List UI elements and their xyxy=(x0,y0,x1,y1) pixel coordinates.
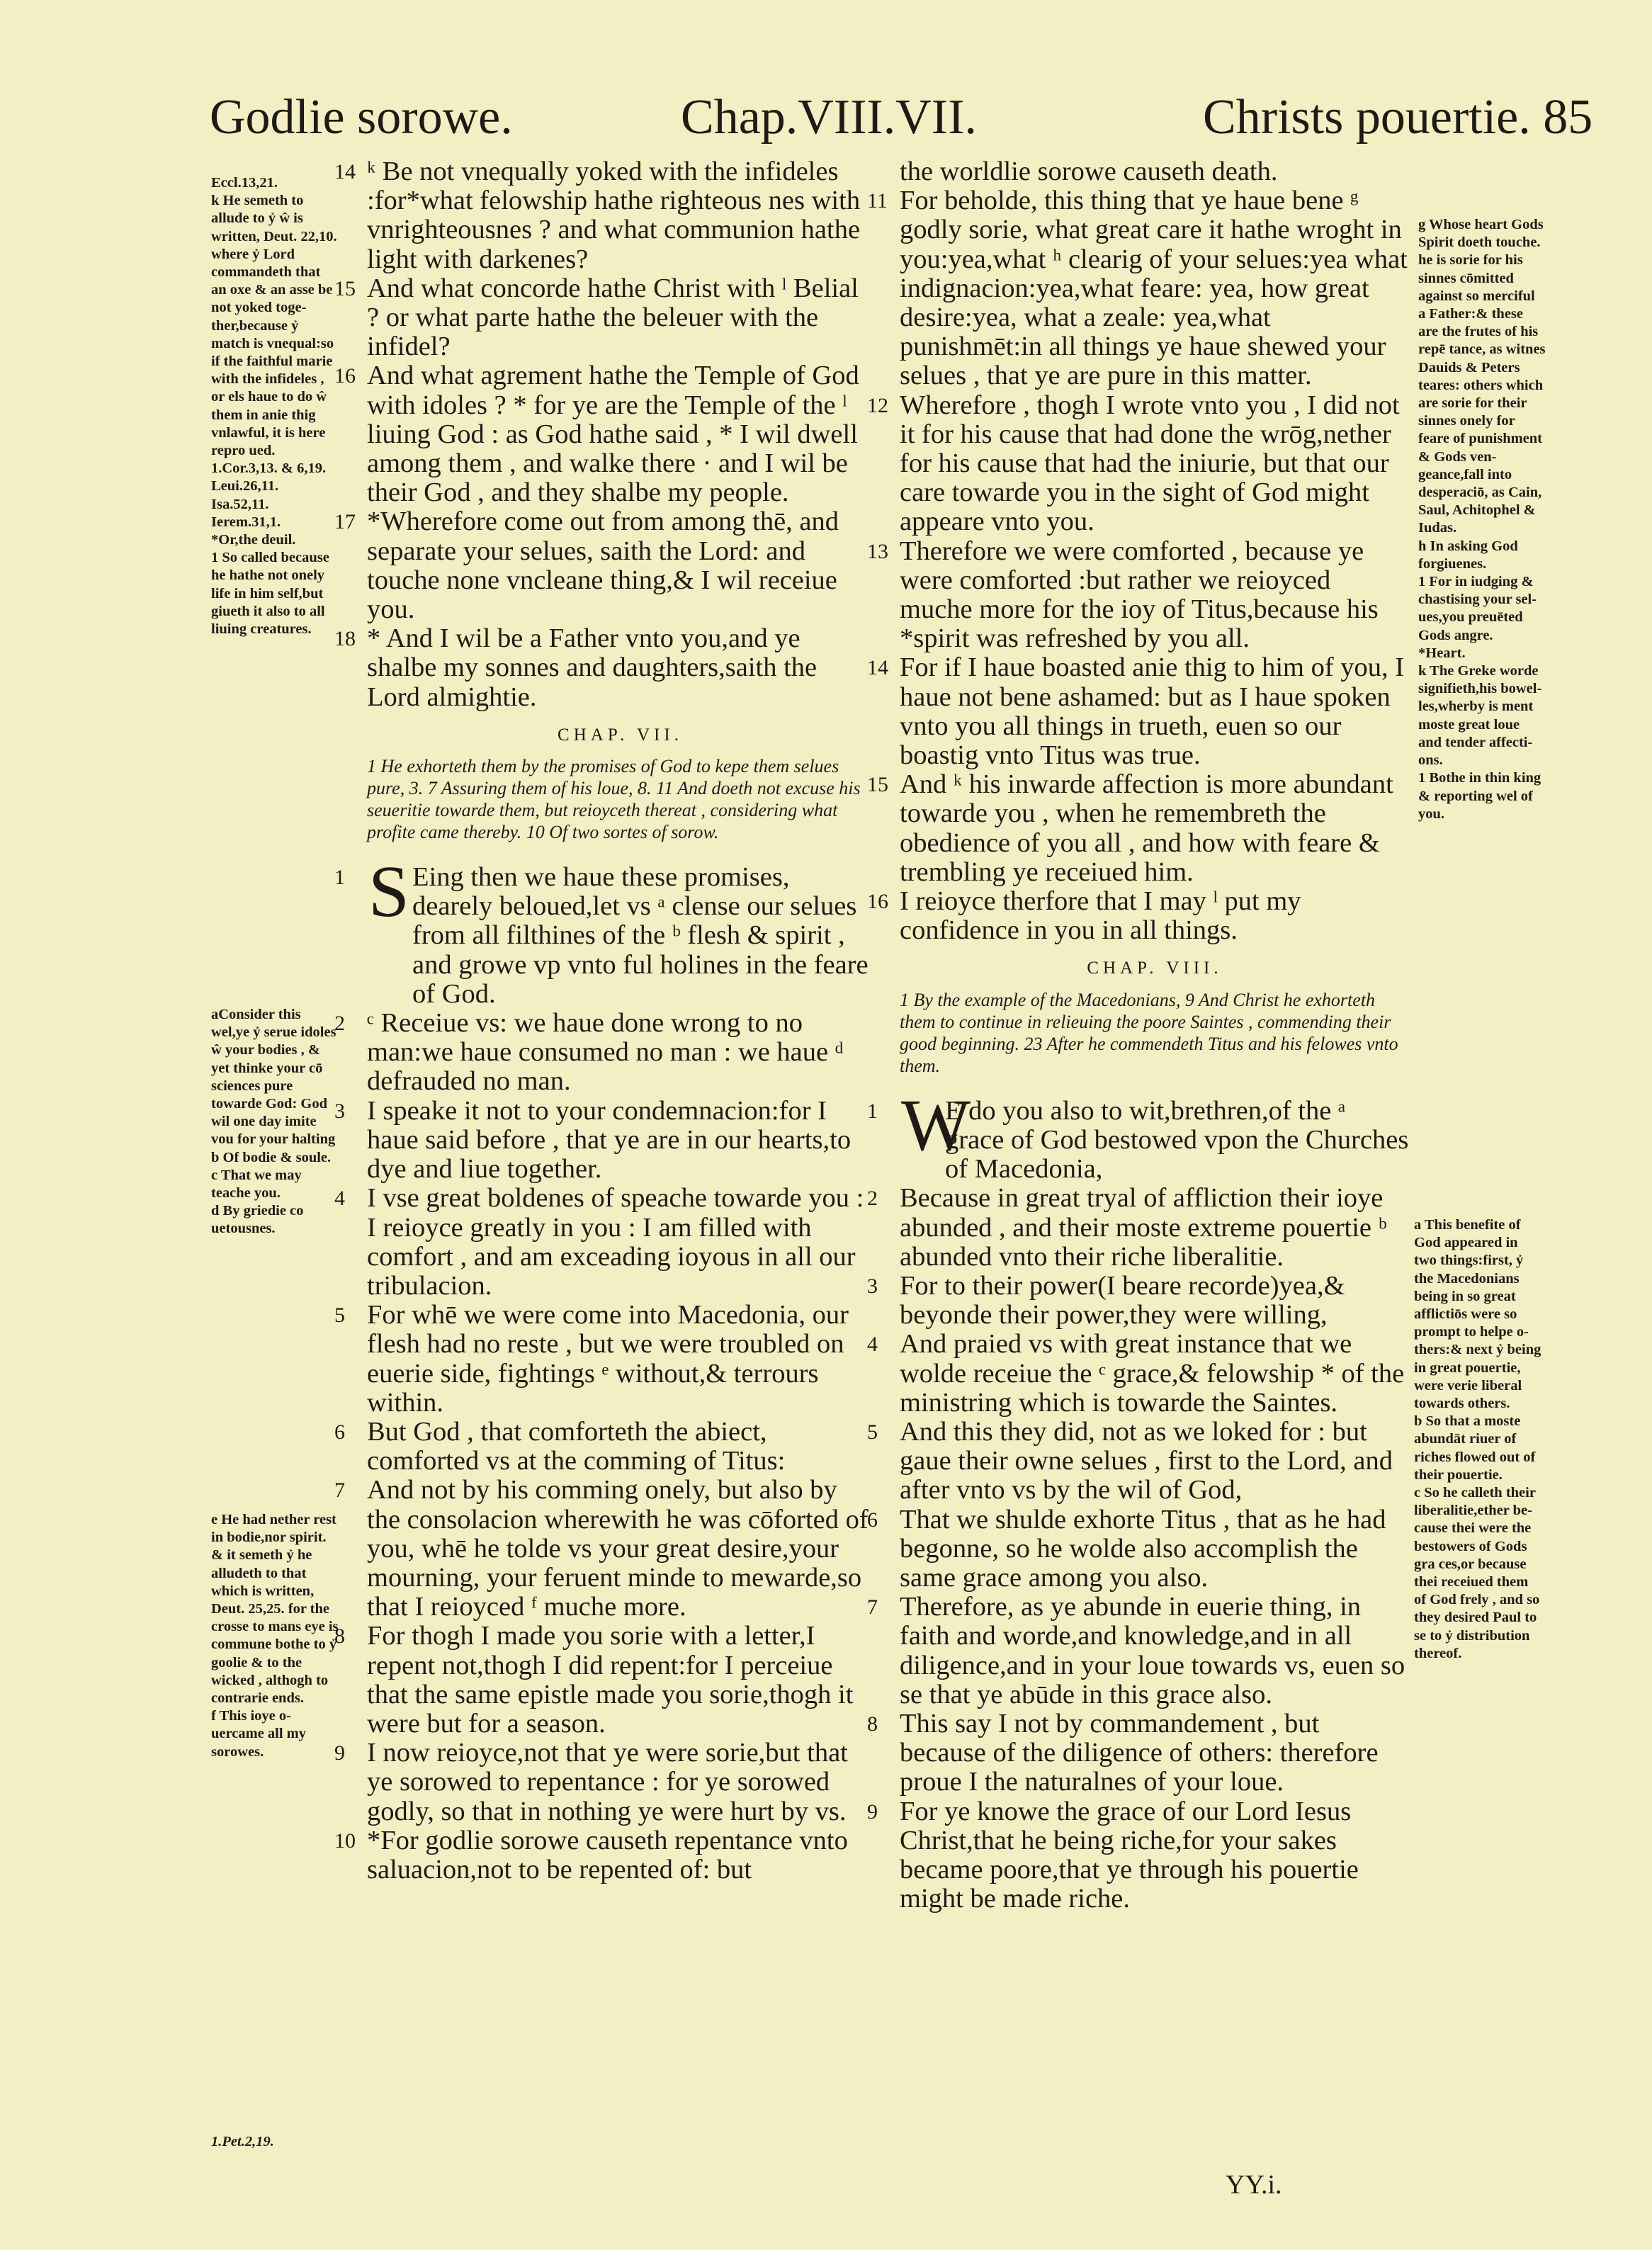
verse-text: I reioyce therfore that I may ˡ put my confidence in you in all things. xyxy=(900,886,1301,946)
verse-text: * And I wil be a Father vnto you,and ye shalbe my sonnes and daughters,saith the Lord almightie. xyxy=(367,623,817,712)
verse-text: I vse great boldenes of speache towarde you : I reioyce greatly in you : I am filled with comfort , and am exceading ioyous in all our tribulacion. xyxy=(367,1183,864,1301)
verse xyxy=(867,1416,1410,1505)
verse xyxy=(334,1621,873,1739)
verse-text: ᵏ Be not vnequally yoked with the infideles :for*what felowship hathe righteous nes with vnrighteousnes ? and what communion hathe light with darkenes? xyxy=(367,157,861,274)
verse xyxy=(867,1592,1410,1709)
verse xyxy=(334,623,873,712)
chapter-summary: 1 By the example of the Macedonians, 9 And Christ he exhorteth them to continue in relieuing the poore Saintes , commending their good beginning. 23 After he commendeth Titus and his felowes vnto them. xyxy=(900,989,1398,1076)
chapter-summary: 1 He exhorteth them by the promises of God to kepe them selues pure, 3. 7 Assuring them of his loue, 8. 11 And doeth not excuse his seueritie towarde them, but reioyceth thereat , considering what profite came thereby. 10 Of two sortes of sorow. xyxy=(367,756,861,843)
signature-mark: YY.i. xyxy=(1226,2170,1282,2200)
verse-number: 14 xyxy=(334,160,356,183)
verse-number: 6 xyxy=(334,1420,345,1444)
verse xyxy=(334,361,873,508)
verse-number: 6 xyxy=(867,1508,878,1532)
verse-number: 1 xyxy=(334,866,345,890)
verse-text: But God , that comforteth the abiect, comforted vs at the comming of Titus: xyxy=(367,1416,786,1476)
margin-note-right: g Whose heart Gods Spirit doeth touche. he is sorie for his sinnes cōmitted against so merciful a Father:& these are the frutes of his repē tance, as witnes Dauids & Peters teares: others which are sorie for their sinnes onely for feare of punishment & Gods vengeance,fall into desperaciō, as Cain, Saul, Achitophel & Iudas. h In asking God forgiuenes. 1 For in iudging & chastising your selues,you preuēted Gods angre. *Heart. k The Greke worde signifieth,his bowelles,wherby is ment moste great loue and tender affections. 1 Bothe in thin king & reporting wel of you. xyxy=(1418,217,1546,822)
verse-number: 2 xyxy=(867,1187,878,1211)
verse xyxy=(334,273,873,362)
verse-number: 17 xyxy=(334,510,356,534)
header-left: Godlie sorowe. xyxy=(210,90,513,145)
verse-number: 14 xyxy=(867,656,888,680)
verse xyxy=(334,1416,873,1476)
verse-number: 15 xyxy=(867,773,888,797)
verse-text: And what agrement hathe the Temple of God with idoles ? * for ye are the Temple of the ˡ liuing God : as God hathe said , * I wil dwell among them , and walke there · and I wil be their God , and they shalbe my people. xyxy=(367,361,859,508)
verse-text: And not by his comming onely, but also by the consolacion wherewith he was cōforted of you, whē he tolde vs your great desire,your mourning, your feruent minde to mewarde,so that I reioyced ᶠ muche more. xyxy=(367,1475,869,1622)
verse-text: the worldlie sorowe causeth death. xyxy=(900,157,1278,186)
verse-text: And what concorde hathe Christ with ˡ Belial ? or what parte hathe the beleuer with the infidel? xyxy=(367,273,859,362)
verse-number: 9 xyxy=(867,1799,878,1824)
verse xyxy=(867,1708,1410,1797)
verse-text: Wherefore , thogh I wrote vnto you , I did not it for his cause that had done the wrōg,nether for his cause that had the iniurie, but that our care towarde you in the sight of God might appeare vnto you. xyxy=(900,390,1400,537)
verse-text: This say I not by commandement , but because of the diligence of others: therefore proue I the naturalnes of your loue. xyxy=(900,1708,1379,1797)
verse-number: 8 xyxy=(334,1624,345,1649)
verse xyxy=(334,1300,873,1418)
verse-number: 7 xyxy=(867,1595,878,1619)
verse-text: Therefore, as ye abunde in euerie thing, in faith and worde,and knowledge,and in all diligence,and in your loue towards vs, euen so se that ye abūde in this grace also. xyxy=(900,1592,1405,1709)
margin-note-left: aConsider this wel,ye ỷ serue idoles ŵ your bodies , & yet thinke your cō sciences pure towarde God: God wil one day imite vou for your halting b Of bodie & soule. c That we may teache you. d By griedie co uetousnes. xyxy=(211,1007,336,1237)
drop-cap: S xyxy=(368,851,409,933)
verse xyxy=(334,1183,873,1301)
verse-number: 4 xyxy=(867,1333,878,1357)
verse-text: For ye knowe the grace of our Lord Iesus Christ,that he being riche,for your sakes became poore,that ye through his pouertie might be made riche. xyxy=(900,1796,1359,1914)
verse-text: For whē we were come into Macedonia, our flesh had no reste , but we were troubled on euerie side, fightings ᵉ without,& terrours within. xyxy=(367,1300,849,1418)
verse-text: For if I haue boasted anie thig to him of you, I haue not bene ashamed: but as I haue spoken vnto you all things in trueth, euen so our boastig vnto Titus was true. xyxy=(900,652,1405,771)
verse-number: 10 xyxy=(334,1828,356,1853)
drop-cap: W xyxy=(901,1084,971,1166)
text-column-right xyxy=(867,157,1410,1914)
margin-note-left: 1.Pet.2,19. xyxy=(211,2134,274,2149)
verse-number: 13 xyxy=(867,539,888,563)
verse-number: 16 xyxy=(334,364,356,388)
verse-text: For beholde, this thing that ye haue bene ᵍ godly sorie, what great care it hathe wroght in you:yea,what ʰ clearig of your selues:yea what indignacion:yea,what feare: yea, how great desire:yea, what a zeale: yea,what punishmēt:in all things ye haue shewed your selues , that ye are pure in this matter. xyxy=(900,186,1408,391)
verse-text: And ᵏ his inwarde affection is more abundant towarde you , when he remembreth the obedience of you all , and how with feare & trembling ye receiued him. xyxy=(900,769,1393,887)
chapter-heading: CHAP. VIII. xyxy=(1087,959,1223,978)
verse xyxy=(334,157,873,274)
verse xyxy=(867,186,1410,391)
verse-number: 7 xyxy=(334,1479,345,1503)
verse-number: 18 xyxy=(334,627,356,651)
verse xyxy=(334,1008,873,1097)
verse xyxy=(334,1825,873,1884)
verse xyxy=(867,886,1410,946)
verse xyxy=(867,769,1410,887)
first-verse xyxy=(334,851,873,1009)
verse xyxy=(334,1738,873,1826)
verse-number: 2 xyxy=(334,1012,345,1036)
margin-note-right: a This benefite of God appeared in two things:first, ỷ the Macedonians being in so great afflictiōs were so prompt to helpe others:& next ỷ being in great pouertie, were verie liberal towards others. b So that a moste abundāt riuer of riches flowed out of their pouertie. c So he calleth their liberalitie,ether because thei were the bestowers of Gods gra ces,or because thei receiued them of God frely , and so they desired Paul to se to ỷ distribution thereof. xyxy=(1414,1217,1541,1661)
verse-text: Because in great tryal of affliction their ioye abunded , and their moste extreme pouertie ᵇ abunded vnto their riche liberalitie. xyxy=(900,1183,1387,1272)
verse xyxy=(334,507,873,625)
verse-text: *Wherefore come out from among thē, and separate your selues, saith the Lord: and touche none vncleane thing,& I wil receiue you. xyxy=(367,507,839,625)
chapter-heading: CHAP. VII. xyxy=(558,725,683,745)
verse-continuation xyxy=(900,157,1410,186)
verse-text: That we shulde exhorte Titus , that as he had begonne, so he wolde also accomplish the same grace among you also. xyxy=(900,1504,1386,1593)
verse-text: ᶜ Receiue vs: we haue done wrong to no man:we haue consumed no man : we haue ᵈ defrauded no man. xyxy=(367,1008,844,1097)
verse-number: 3 xyxy=(334,1099,345,1123)
verse-number: 11 xyxy=(867,189,888,213)
verse xyxy=(867,1504,1410,1593)
verse-number: 12 xyxy=(867,393,888,417)
verse-number: 16 xyxy=(867,890,888,914)
verse-number: 9 xyxy=(334,1741,345,1765)
verse xyxy=(867,390,1410,537)
verse xyxy=(867,1329,1410,1418)
verse-text: And praied vs with great instance that we wolde receiue the ᶜ grace,& felowship * of the ministring which is towarde the Saintes. xyxy=(900,1329,1405,1418)
verse xyxy=(867,1183,1410,1272)
first-verse xyxy=(867,1084,1410,1185)
verse-text: I now reioyce,not that ye were sorie,but that ye sorowed to repentance : for ye sorowed godly, so that in nothing ye were hurt by vs. xyxy=(367,1738,848,1826)
margin-note-left: e He had nether rest in bodie,nor spirit. & it semeth ỷ he alludeth to that which is written, Deut. 25,25. for the crosse to mans eye is commune bothe to ỷ goolie & to the wicked , althogh to contrarie ends. f This ioye ouercame all my sorowes. xyxy=(211,1512,339,1760)
verse-text: Eing then we haue these promises, dearely beloued,let vs ᵃ clense our selues from all filthines of the ᵇ flesh & spirit , and growe vp vnto ful holines in the feare of God. xyxy=(412,862,869,1009)
verse xyxy=(867,536,1410,654)
verse-text: For to their power(I beare recorde)yea,& beyonde their power,they were willing, xyxy=(900,1270,1345,1330)
verse-number: 1 xyxy=(867,1099,878,1123)
running-header xyxy=(210,84,1593,152)
verse-text: *For godlie sorowe causeth repentance vnto saluacion,not to be repented of: but xyxy=(367,1825,848,1884)
verse-number: 5 xyxy=(334,1304,345,1328)
verse-number: 4 xyxy=(334,1187,345,1211)
verse xyxy=(867,1796,1410,1914)
verse xyxy=(334,1475,873,1622)
text-column-left xyxy=(334,157,873,1884)
verse-text: I speake it not to your condemnacion:for I haue said before , that ye are in our hearts,to dye and liue together. xyxy=(367,1095,852,1185)
verse xyxy=(867,652,1410,771)
verse-text: Therefore we were comforted , because ye were comforted :but rather we reioyced muche more for the ioy of Titus,because his *spirit was refreshed by you all. xyxy=(900,536,1379,654)
verse-text: E do you also to wit,brethren,of the ᵃ grace of God bestowed vpon the Churches of Macedonia, xyxy=(945,1095,1409,1185)
verse xyxy=(334,1095,873,1185)
verse-text: For thogh I made you sorie with a letter,I repent not,thogh I did repent:for I perceiue that the same epistle made you sorie,thogh it were but for a season. xyxy=(367,1621,854,1739)
verse-number: 8 xyxy=(867,1712,878,1736)
verse-number: 15 xyxy=(334,276,356,300)
verse-text: And this they did, not as we loked for : but gaue their owne selues , first to the Lord, and after vnto vs by the wil of God, xyxy=(900,1416,1393,1505)
bleed-through-ghost xyxy=(1609,106,1652,290)
header-center: Chap.VIII.VII. xyxy=(681,90,977,145)
verse-number: 5 xyxy=(867,1420,878,1444)
header-right: Christs pouertie. 85 xyxy=(1203,90,1593,145)
verse-number: 3 xyxy=(867,1274,878,1298)
verse xyxy=(867,1270,1410,1330)
margin-note-left: Eccl.13,21. k He semeth to allude to ỷ ŵ is written, Deut. 22,10. where ỷ Lord commandeth that an oxe & an asse be not yoked together,because ỷ match is vnequal:so if the faithful marie with the infideles , or els haue to do ŵ them in anie thig vnlawful, it is here repro ued. 1.Cor.3,13. & 6,19. Leui.26,11. Isa.52,11. Ierem.31,1. *Or,the deuil. 1 So called because he hathe not onely life in him self,but giueth it also to all liuing creatures. xyxy=(211,175,337,638)
